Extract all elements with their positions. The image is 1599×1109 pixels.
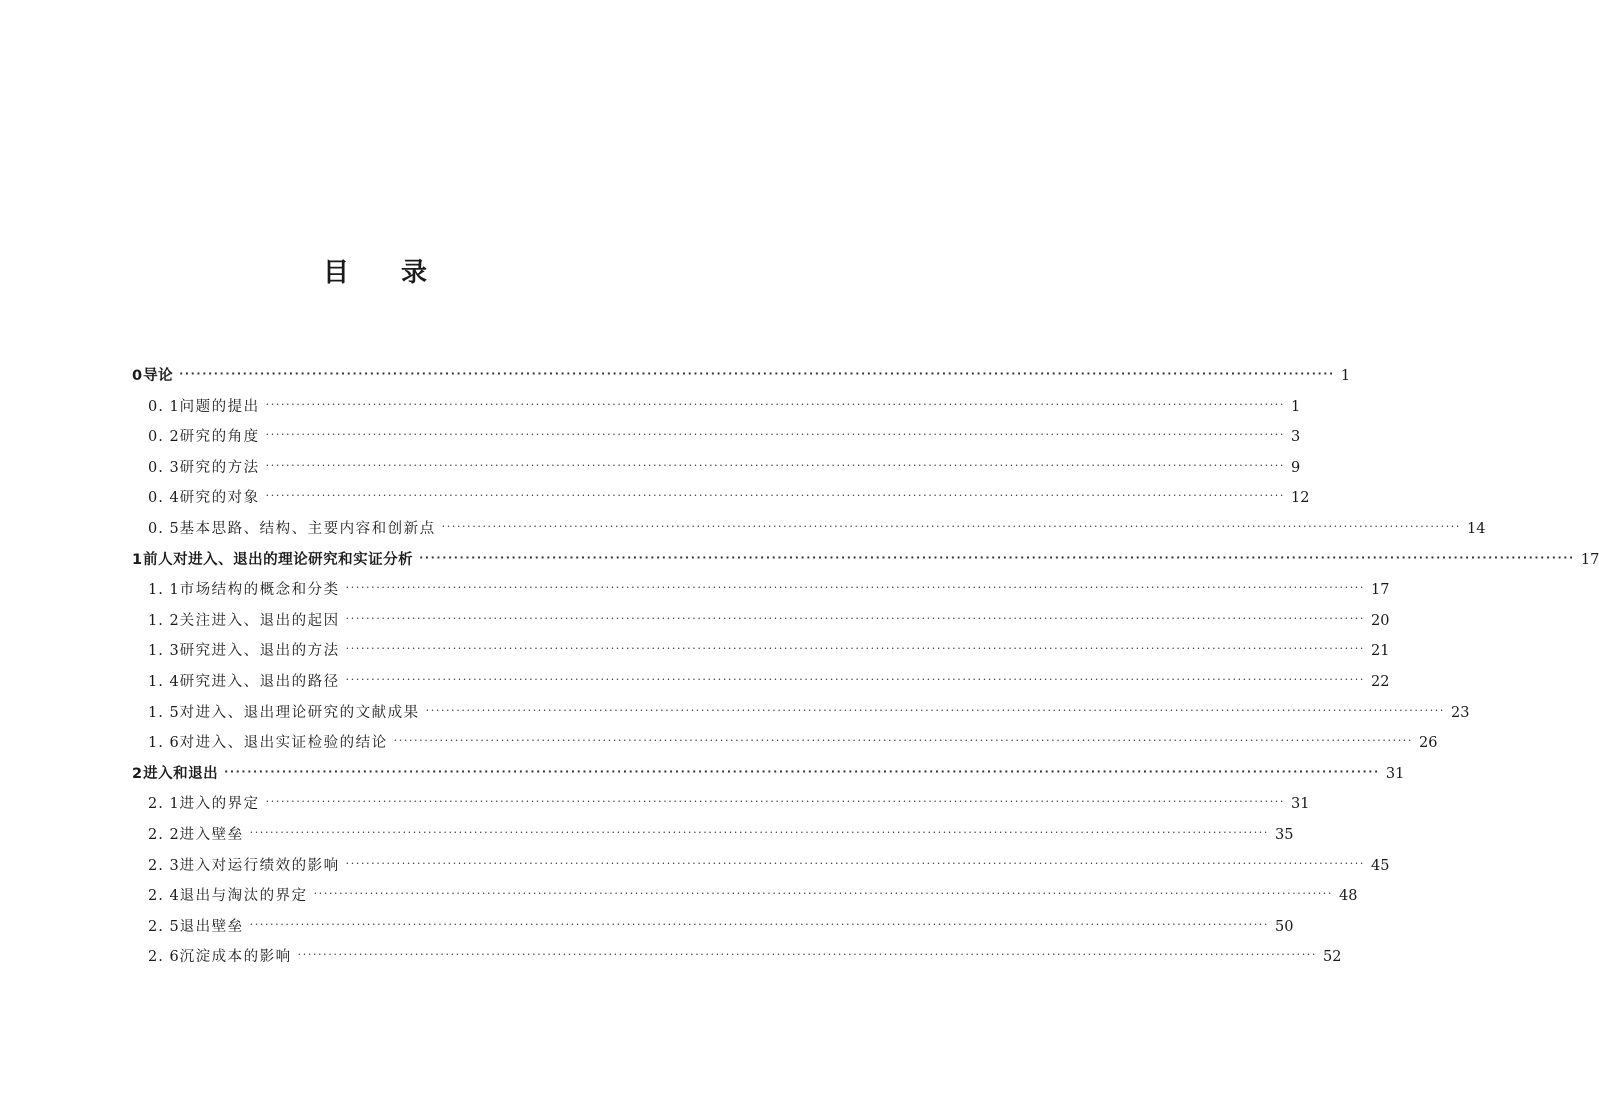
toc-section-entry[interactable]	[148, 854, 1390, 878]
toc-page-number: 21	[1371, 643, 1390, 660]
toc-label: 前人对进入、退出的理论研究和实证分析	[143, 551, 414, 568]
toc-leader-dots: ········································································································································································································	[345, 611, 1365, 625]
toc-leader-dots: ········································································································································································································	[265, 428, 1285, 442]
toc-leader-dots: ········································································································································································································	[345, 673, 1365, 686]
toc-section-entry[interactable]	[148, 425, 1301, 449]
toc-label: 问题的提出	[179, 398, 260, 415]
toc-leader-dots: ········································································································································································································	[419, 550, 1575, 564]
toc-page-number: 45	[1371, 857, 1390, 874]
toc-page-number: 50	[1275, 918, 1294, 935]
toc-chapter-entry[interactable]	[132, 548, 1599, 572]
toc-number: 0	[132, 368, 144, 384]
toc-page-number: 23	[1451, 704, 1470, 721]
toc-page-number: 35	[1275, 827, 1294, 843]
toc-number: 2. 5	[148, 918, 180, 935]
toc-leader-dots: ········································································································································································································	[345, 581, 1365, 595]
toc-leader-dots: ········································································································································································································	[265, 795, 1285, 809]
toc-label: 市场结构的概念和分类	[179, 582, 340, 599]
toc-page-number: 14	[1467, 521, 1486, 537]
toc-leader-dots: ········································································································································································································	[249, 917, 1269, 931]
toc-section-entry[interactable]	[148, 731, 1438, 755]
toc-page-number: 48	[1339, 888, 1358, 905]
toc-number: 1. 6	[148, 735, 180, 752]
toc-section-entry[interactable]	[148, 486, 1310, 510]
toc-number: 0. 4	[148, 490, 180, 507]
toc-number: 0. 3	[148, 459, 180, 476]
toc-number: 0. 5	[148, 521, 180, 537]
toc-leader-dots: ········································································································································································································	[265, 458, 1285, 472]
toc-page-number: 9	[1291, 459, 1301, 476]
toc-section-entry[interactable]	[148, 395, 1301, 419]
toc-page-number: 26	[1419, 735, 1438, 752]
toc-label: 关注进入、退出的起因	[179, 612, 340, 629]
toc-page-number: 17	[1371, 582, 1390, 599]
toc-chapter-entry[interactable]	[132, 364, 1351, 388]
toc-page-number: 22	[1371, 674, 1390, 690]
toc-section-entry[interactable]	[148, 517, 1486, 541]
toc-section-entry[interactable]	[148, 701, 1470, 725]
toc-page-number: 12	[1291, 490, 1310, 507]
title-char-2: 录	[401, 258, 428, 288]
toc-label: 研究的方法	[179, 459, 260, 476]
toc-chapter-entry[interactable]	[132, 762, 1405, 786]
toc-label: 研究进入、退出的方法	[179, 643, 340, 660]
toc-number: 1. 1	[148, 582, 180, 599]
toc-label: 研究的角度	[179, 429, 260, 446]
toc-number: 2	[132, 765, 144, 782]
toc-label: 进入对运行绩效的影响	[179, 857, 340, 874]
toc-page-number: 20	[1371, 612, 1390, 629]
toc-leader-dots: ········································································································································································································	[297, 948, 1317, 962]
toc-number: 0. 2	[148, 429, 180, 446]
toc-label: 进入的界定	[179, 796, 260, 813]
toc-number: 1. 5	[148, 704, 180, 721]
toc-section-entry[interactable]	[148, 578, 1390, 602]
toc-label: 退出壁垒	[179, 918, 244, 935]
toc-section-entry[interactable]	[148, 915, 1294, 939]
toc-leader-dots: ········································································································································································································	[393, 734, 1413, 748]
toc-section-entry[interactable]	[148, 884, 1358, 908]
toc-label: 沉淀成本的影响	[179, 949, 292, 966]
toc-label: 研究进入、退出的路径	[179, 674, 340, 690]
toc-number: 2. 3	[148, 857, 180, 874]
toc-leader-dots: ········································································································································································································	[265, 489, 1285, 503]
toc-number: 1. 4	[148, 674, 180, 690]
toc-page-number: 52	[1323, 949, 1342, 966]
toc-number: 2. 6	[148, 949, 180, 966]
toc-leader-dots: ········································································································································································································	[441, 520, 1461, 533]
toc-number: 1	[132, 551, 144, 568]
toc-section-entry[interactable]	[148, 609, 1390, 633]
toc-label: 进入壁垒	[179, 827, 244, 843]
toc-page-number: 31	[1291, 796, 1310, 813]
page-title	[0, 252, 750, 289]
toc-number: 0. 1	[148, 398, 180, 415]
toc-leader-dots: ········································································································································································································	[425, 703, 1445, 717]
title-char-1: 目	[322, 258, 349, 288]
toc-leader-dots: ········································································································································································································	[265, 397, 1285, 411]
toc-page-number: 3	[1291, 429, 1301, 446]
toc-section-entry[interactable]	[148, 792, 1310, 816]
toc-number: 2. 1	[148, 796, 180, 813]
toc-leader-dots: ········································································································································································································	[224, 764, 1380, 778]
toc-section-entry[interactable]	[148, 639, 1390, 663]
toc-page-number: 17	[1580, 551, 1599, 568]
toc-number: 1. 3	[148, 643, 180, 660]
toc-label: 进入和退出	[143, 765, 219, 782]
toc-label: 基本思路、结构、主要内容和创新点	[179, 521, 436, 537]
toc-number: 1. 2	[148, 612, 180, 629]
toc-leader-dots: ········································································································································································································	[345, 856, 1365, 870]
toc-page-number: 1	[1340, 368, 1351, 384]
toc-number: 2. 2	[148, 827, 180, 843]
toc-section-entry[interactable]	[148, 823, 1294, 847]
toc-label: 对进入、退出理论研究的文献成果	[179, 704, 420, 721]
toc-section-entry[interactable]	[148, 456, 1301, 480]
toc-leader-dots: ········································································································································································································	[313, 887, 1333, 901]
toc-section-entry[interactable]	[148, 945, 1342, 969]
toc-leader-dots: ········································································································································································································	[179, 367, 1335, 380]
toc-page-number: 31	[1385, 765, 1405, 782]
toc-label: 导论	[143, 368, 174, 384]
toc-leader-dots: ········································································································································································································	[345, 642, 1365, 656]
toc-label: 对进入、退出实证检验的结论	[179, 735, 388, 752]
toc-leader-dots: ········································································································································································································	[249, 826, 1269, 839]
toc-label: 研究的对象	[179, 490, 260, 507]
toc-label: 退出与淘汰的界定	[179, 888, 308, 905]
toc-page-number: 1	[1291, 398, 1301, 415]
toc-section-entry[interactable]	[148, 670, 1390, 694]
toc-number: 2. 4	[148, 888, 180, 905]
